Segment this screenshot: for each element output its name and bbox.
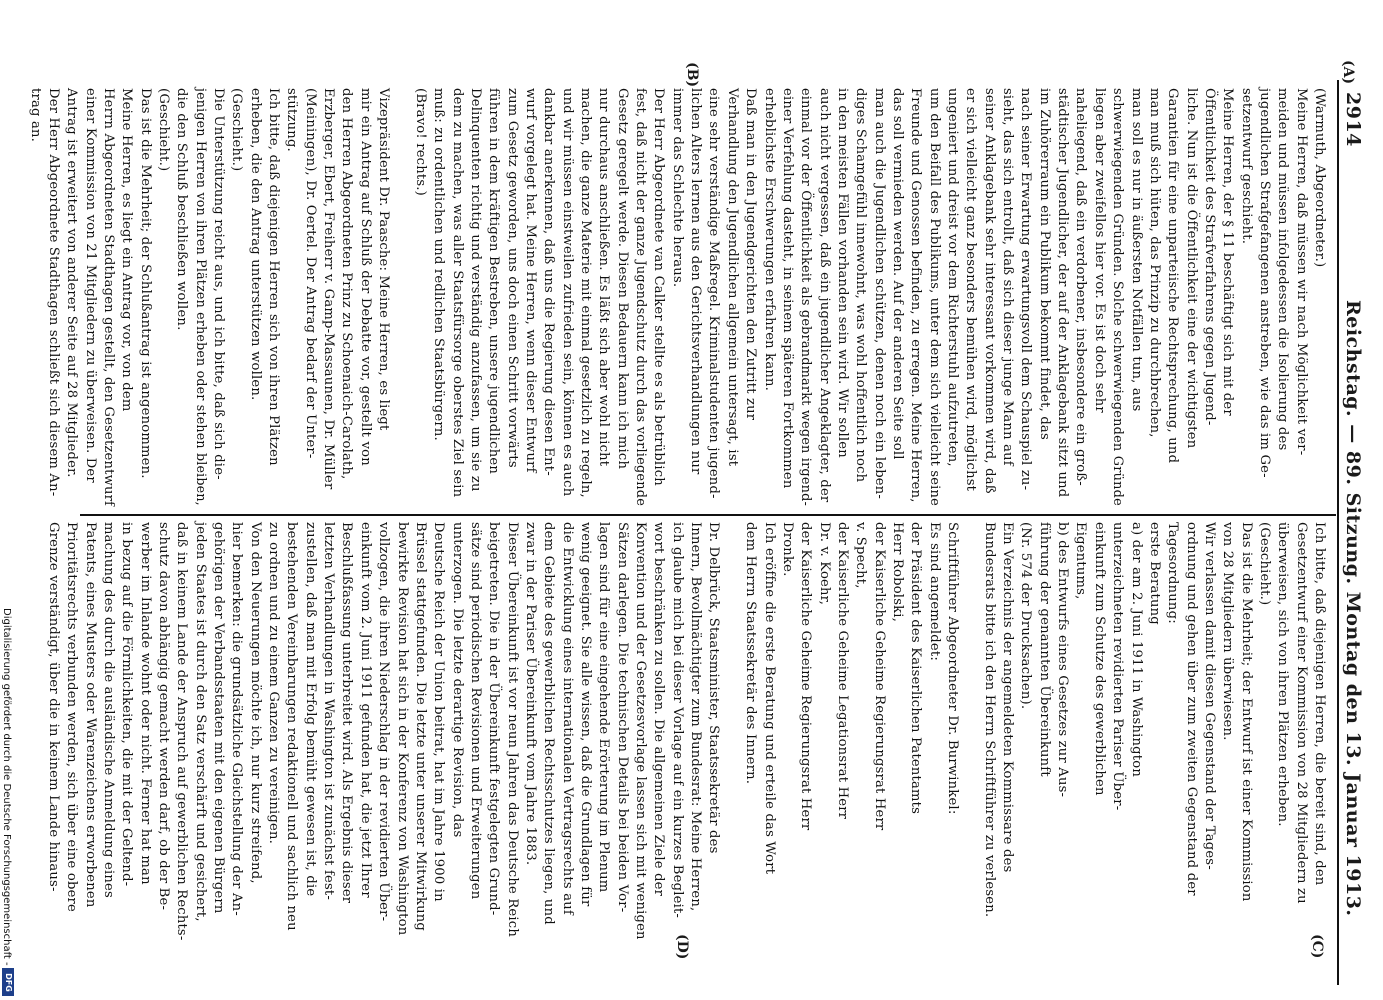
right_column-line: a) der am 2. Juni 1911 in Washington	[1128, 522, 1144, 778]
left_column-line: wurf vorgelegt hat. Meine Herren, wenn dieser Entwurf	[522, 88, 538, 473]
right_column-line: Gesetzentwurf einer Kommission von 28 Mitgliedern zu	[1293, 522, 1309, 904]
right_column-line: die Entwicklung eines internationalen Vertragsrechts auf	[559, 522, 575, 915]
left_column-line: liegen aber zweifellos hier vor. Es ist doch sehr	[1091, 88, 1107, 413]
right_column-line: wort beschränken zu sollen. Die allgemeinen Ziele der	[651, 522, 667, 897]
right_column-line: werber im Inlande wohnt oder nicht. Ferner hat man	[137, 522, 153, 885]
left_column-line: auch nicht vergessen, daß ein jugendlicher Angeklagter, der	[816, 88, 832, 503]
right_column-line: Dr. v. Koehr,	[816, 522, 832, 606]
left_column-line: man soll es nur in äußersten Notfällen tun, aus	[1128, 88, 1144, 412]
left_column-line: die den Schluß beschließen wollen.	[174, 88, 190, 331]
right_column-line: zwar in der Pariser Übereinkunft vom Jahre 1883.	[522, 522, 538, 866]
left_column-line: erheben, die den Antrag unterstützen wollen.	[247, 88, 263, 401]
right_column-line: in bezug auf die Förmlichkeiten, die mit der Geltend-	[119, 522, 135, 887]
right_column-line: Wir verlassen damit diesen Gegenstand der Tages-	[1201, 522, 1217, 870]
right_column-line: Innern, Bevollmächtigter zum Bundesrat: Meine Herren,	[688, 522, 704, 912]
right_column-line: dem Herrn Staatssekretär des Innern.	[743, 522, 759, 785]
left_column-line: dankbar anerkennen, daß uns die Regierung diesen Ent-	[541, 88, 557, 476]
right_column-line: von 28 Mitgliedern überwiesen.	[1220, 522, 1236, 741]
right_column-line: Deutsche Reich der Union beitrat, hat im Jahre 1900 in	[431, 522, 447, 902]
right_column-line: unterzogen. Die letzte derartige Revision, das	[449, 522, 465, 838]
left_column-line: ungeniert und dreist vor dem Richterstuhl aufzutreten,	[945, 88, 960, 467]
right_column-line: Ich bitte, daß diejenigen Herren, die bereit sind, den	[1312, 522, 1327, 886]
left_column-line: mir ein Antrag auf Schluß der Debatte vor, gestellt von	[357, 88, 373, 466]
right_column-line: Eigentums,	[1073, 522, 1089, 600]
right_column-line: Beschlußfassung unterbreitet wird. Als Ergebnis dieser	[339, 522, 355, 904]
right_column-line: hier bemerken: die grundsätzliche Gleichstellung der An-	[229, 522, 245, 916]
right_column-line: bewirkte Revision hat sich in der Konferenz von Washington	[394, 522, 410, 936]
left_column-line: (Meiningen), Dr. Oertel. Der Antrag bedarf der Unter-	[302, 88, 318, 459]
left_column-line: Vizepräsident Dr. Paasche: Meine Herren, es liegt	[376, 88, 392, 431]
left_column-line: naheliegend, daß ein verdorbener, insbesondere ein groß-	[1073, 88, 1089, 486]
left_column-line: Öffentlichkeit des Strafverfahrens gegen Jugend-	[1201, 88, 1217, 426]
right_column-line: gehörigen der Verbandsstaaten mit den eigenen Bürgern	[211, 522, 226, 914]
right_column-line: letzten Verhandlungen in Washington ist zunächst fest-	[321, 522, 337, 901]
right_column-line: Es sind angemeldet:	[926, 522, 942, 661]
right_column-line: Patents, eines Musters oder Warenzeichens erworbenen	[82, 522, 98, 908]
right_column-line: (Geschieht.)	[1256, 522, 1272, 606]
left_column-line: um den Beifall des Publikums, unter dem sich vielleicht seine	[926, 88, 942, 506]
left_column-line: muß: zu ordentlichen und redlichen Staatsbürgern.	[431, 88, 447, 441]
left_column-line: Daß man in den Jugendgerichten den Zutritt zur	[743, 88, 759, 421]
right_column-line: zu ordnen und zu einem Ganzen zu vereinigen.	[266, 522, 282, 845]
left_column-line: nach seiner Erwartung erwartungsvoll dem Schauspiel zu-	[1018, 88, 1034, 491]
left_column-line: (Geschieht.)	[155, 88, 171, 172]
left_column-line: lichen Alters lernen aus den Gerichtsverhandlungen nur	[688, 88, 704, 475]
right_column-line: der Kaiserliche Geheime Legationsrat Herr	[834, 522, 850, 820]
right_column-line: erste Beratung	[1146, 522, 1162, 625]
right_column-line: b) des Entwurfs eines Gesetzes zur Aus-	[1055, 522, 1071, 798]
left_column-line: Herrn Abgeordneten Stadthagen gestellt, den Gesetzentwurf	[100, 88, 116, 507]
right_column-line: beigetreten. Die in der Übereinkunft festgelegten Grund-	[486, 522, 502, 916]
right_column-line: ich glaube mich bei dieser Vorlage auf ein kurzes Begleit-	[669, 522, 685, 919]
left_column-line: jugendlichen Strafgefangenen anstreben, wie das im Ge-	[1256, 88, 1272, 478]
left_column-line: fest, daß nicht der ganze Jugendschutz durch das vorliegende	[633, 88, 649, 507]
left_column-line: das soll vermieden werden. Auf der anderen Seite soll	[889, 88, 905, 460]
right_column-line: daß in keinem Lande der Anspruch auf gewerblichen Rechts-	[174, 522, 190, 941]
right_column-line: wenig geeignet. Sie alle wissen, daß die Grundlagen für	[578, 522, 593, 907]
left_column-line: Der Herr Abgeordnete Stadthagen schließt sich diesem An-	[45, 88, 61, 497]
right_column-line: Ich eröffne die erste Beratung und erteile das Wort	[761, 522, 777, 875]
right_column-line: zustellen, daß man mit Erfolg bemüht gewesen ist, die	[302, 522, 318, 897]
page-header-title: Reichstag. — 89. Sitzung. Montag den 13. Januar 1913.	[1342, 300, 1364, 917]
left_column-line: Verhandlung den Jugendlichen allgemein untersagt, ist	[724, 88, 740, 467]
right_column-line: Das ist die Mehrheit; der Entwurf ist einer Kommission	[1238, 522, 1254, 902]
left_column-line: setzentwurf geschieht.	[1238, 88, 1254, 245]
left_column-line: Meine Herren, es liegt ein Antrag vor, von dem	[119, 88, 135, 412]
margin-marker-a: (A)	[1340, 60, 1356, 85]
right_column-line: (Nr. 574 der Drucksachen).	[1018, 522, 1034, 710]
right_column-line: ordnung und gehen über zum zweiten Gegenstand der	[1183, 522, 1199, 896]
right_column-line: führung der genannten Übereinkunft	[1036, 522, 1052, 777]
left_column-line: (Bravo! rechts.)	[412, 88, 428, 196]
margin-marker-c: (C)	[1309, 934, 1325, 959]
left_column-line: seiner Anklagebank sehr interessant vorkommen wird, daß	[981, 88, 997, 494]
left_column-line: immer das Schlechte heraus.	[669, 88, 685, 288]
left_column-line: Der Herr Abgeordnete van Calker stellte es als betrüblich	[651, 88, 667, 486]
right_column-line: der Kaiserliche Geheime Regierungsrat Herr	[871, 522, 887, 831]
left_column-line: führen in dem kräftigen Bestreben, unsere jugendlichen	[486, 88, 502, 474]
right_column-line: Dieser Übereinkunft ist vor neun Jahren das Deutsche Reich	[504, 522, 520, 937]
margin-marker-d: (D)	[674, 934, 690, 960]
right_column-line: Grenze verständigt, über die in keinem Lande hinaus-	[45, 522, 61, 892]
left_column-line: meiden und müssen infolgedessen die Isolierung des	[1275, 88, 1291, 451]
right_column-line: Tagesordnung:	[1165, 522, 1181, 624]
left_column-line: Erzberger, Ebert, Freiherr v. Gamp-Massaunen, Dr. Müller	[321, 88, 337, 490]
left_column-line: machen, die ganze Materie mit einmal gesetzlich zu regeln,	[578, 88, 593, 498]
left_column-line: man muß sich hüten, das Prinzip zu durchbrechen,	[1146, 88, 1162, 438]
margin-marker-b: (B)	[684, 62, 700, 88]
left_column-line: Antrag ist erweitert von anderer Seite auf 28 Mitglieder.	[64, 88, 80, 478]
left_column-line: jenigen Herren von ihren Plätzen erheben oder stehen bleiben,	[192, 88, 208, 506]
right_column-line: v. Specht,	[853, 522, 869, 589]
left_column-line: stützung.	[284, 88, 300, 152]
left_column-line: in den meisten Fällen vorhanden sein wird. Wir sollen	[834, 88, 850, 458]
left_column-line: im Zuhörerraum ein Publikum bekommt findet, das	[1036, 88, 1052, 440]
left_column-line: städtischer Jugendlicher, der auf der Anklagebank sitzt und	[1055, 88, 1071, 498]
right_column-line: vollzogen, die ihren Niederschlag in der revidierten Über-	[376, 522, 392, 922]
right_column-line: Ein Verzeichnis der angemeldeten Kommissare des	[1000, 522, 1016, 873]
page-number: 2914	[1342, 92, 1364, 147]
left_column-line: Gesetz geregelt werde. Diesen Bedauern kann ich mich	[614, 88, 630, 470]
left_column-line: (Warmuth, Abgeordneter.)	[1312, 88, 1327, 268]
right_column-line: lagen sind für eine eingehende Erörterung im Plenum	[596, 522, 612, 893]
left_column-line: diges Schamgefühl innewohnt, was wohl hoffentlich noch	[853, 88, 869, 483]
left_column-line: einer Kommission von 21 Mitgliedern zu überweisen. Der	[82, 88, 98, 483]
left_column-line: (Geschieht.)	[229, 88, 245, 172]
left_column-line: man auch die Jugendlichen schützen, denen noch ein leben-	[871, 88, 887, 500]
right_column-line: bestehenden Vereinbarungen redaktionell und sachlich neu	[284, 522, 300, 931]
left_column-line: Meine Herren, der § 11 beschäftigt sich mit der	[1220, 88, 1236, 416]
left_column-line: dem zu machen, was aller Staatsfürsorge oberstes Ziel sein	[449, 88, 465, 498]
right_column-line: überweisen, sich von ihren Plätzen erheben.	[1275, 522, 1291, 827]
left_column-line: eine sehr verständige Maßregel. Kriminalstudenten jugend-	[706, 88, 722, 499]
left_column-line: nur durchaus anschließen. Es läßt sich aber wohl nicht	[596, 88, 612, 467]
right_column-line: schutz davon abhängig gemacht werden darf, ob der Be-	[155, 522, 171, 911]
left_column-line: Ich bitte, daß diejenigen Herren sich von ihren Plätzen	[266, 88, 282, 466]
right_column-line: Sätzen darlegen. Die technischen Details bei beiden Vor-	[614, 522, 630, 913]
right_column-line: Konvention und der Gesetzesvorlage lassen sich mit wenigen	[633, 522, 649, 940]
right_column-line: dem Gebiete des gewerblichen Rechtsschutzes liegen, und	[541, 522, 557, 925]
left_column-line: liche. Nun ist die Öffentlichkeit eine der wichtigsten	[1183, 88, 1199, 449]
left_column-line: Freunde und Genossen befinden, zu erregen. Meine Herren,	[908, 88, 924, 503]
right_column-line: Herr Robolski,	[889, 522, 905, 623]
right_column-line: jeden Staates ist durch den Satz verschärft und gesichert,	[192, 522, 208, 922]
right_column-line: Schriftführer Abgeordneter Dr. Burwinkel:	[945, 522, 960, 815]
column-divider	[80, 514, 1336, 516]
header-rule	[1337, 80, 1339, 985]
dfg-logo-text: DFG	[3, 972, 13, 992]
right_column-line: Bundesrats bitte ich den Herrn Schriftführer zu verlesen.	[981, 522, 997, 918]
left_column-line: trag an.	[27, 88, 43, 142]
right_column-line: Prioritätsrechts verbunden werden, sich über eine obere	[64, 522, 80, 913]
left_column-line: einmal vor der Öffentlichkeit als gebrandmarkt wegen irgend-	[798, 88, 814, 507]
dfg-logo	[2, 968, 14, 996]
left_column-line: Die Unterstützung reicht aus, und ich bitte, daß sich die-	[211, 88, 226, 480]
right_column-line: machung des durch die ausländische Anmeldung eines	[100, 522, 116, 898]
right_column-line: Brüssel stattgefunden. Die letzte unter unserer Mitwirkung	[412, 522, 428, 931]
left_column-line: zum Gesetz geworden, uns doch einen Schritt vorwärts	[504, 88, 520, 468]
left_column-line: Garantien für eine unparteiische Rechtsprechung, und	[1165, 88, 1181, 464]
right_column-line: unterzeichneten revidierten Pariser Über-	[1110, 522, 1126, 811]
left_column-line: einer Verfehlung dasteht, in seinem späteren Fortkommen	[779, 88, 795, 489]
left_column-line: schwerwiegenden Gründen. Solche schwerwiegenden Gründe	[1110, 88, 1126, 506]
left_column-line: sieht, das sich entrollt, daß sich dieser junge Mann auf	[1000, 88, 1016, 466]
right_column-line: sätze sind periodischen Revisionen und Erweiterungen	[467, 522, 483, 900]
right_column-line: der Kaiserliche Geheime Regierungsrat Herr	[798, 522, 814, 831]
right_column-line: Von den Neuerungen möchte ich, nur kurz streifend,	[247, 522, 263, 884]
left_column-line: er sich vielleicht ganz besonders bemühen wird, möglichst	[963, 88, 979, 492]
digitization-credit: Digitalisierung gefördert durch die Deutsche Forschungsgemeinschaft -	[1, 608, 12, 966]
right_column-line: einkunft zum Schutze des gewerblichen	[1091, 522, 1107, 796]
left_column-line: erheblichste Erschwerungen erfahren kann.	[761, 88, 777, 392]
left_column-line: Meine Herren, daß müssen wir nach Möglichkeit ver-	[1293, 88, 1309, 456]
right_column-line: Dronke.	[779, 522, 795, 577]
left_column-line: Delinquenten richtig und verständig anzufassen, um sie zu	[467, 88, 483, 492]
left_column-line: Das ist die Mehrheit; der Schlußantrag ist angenommen.	[137, 88, 153, 479]
right_column-line: Dr. Delbrück, Staatsminister, Staatssekretär des	[706, 522, 722, 854]
right_column-line: der Präsident des Kaiserlichen Patentamts	[908, 522, 924, 815]
left_column-line: und wir müssen einstweilen zufrieden sein, können es auch	[559, 88, 575, 497]
left_column-line: den Herren Abgeordneten Prinz zu Schoenaich-Carolath,	[339, 88, 355, 480]
right_column-line: einkunft vom 2. Juni 1911 gefunden hat, die jetzt Ihrer	[357, 522, 373, 898]
